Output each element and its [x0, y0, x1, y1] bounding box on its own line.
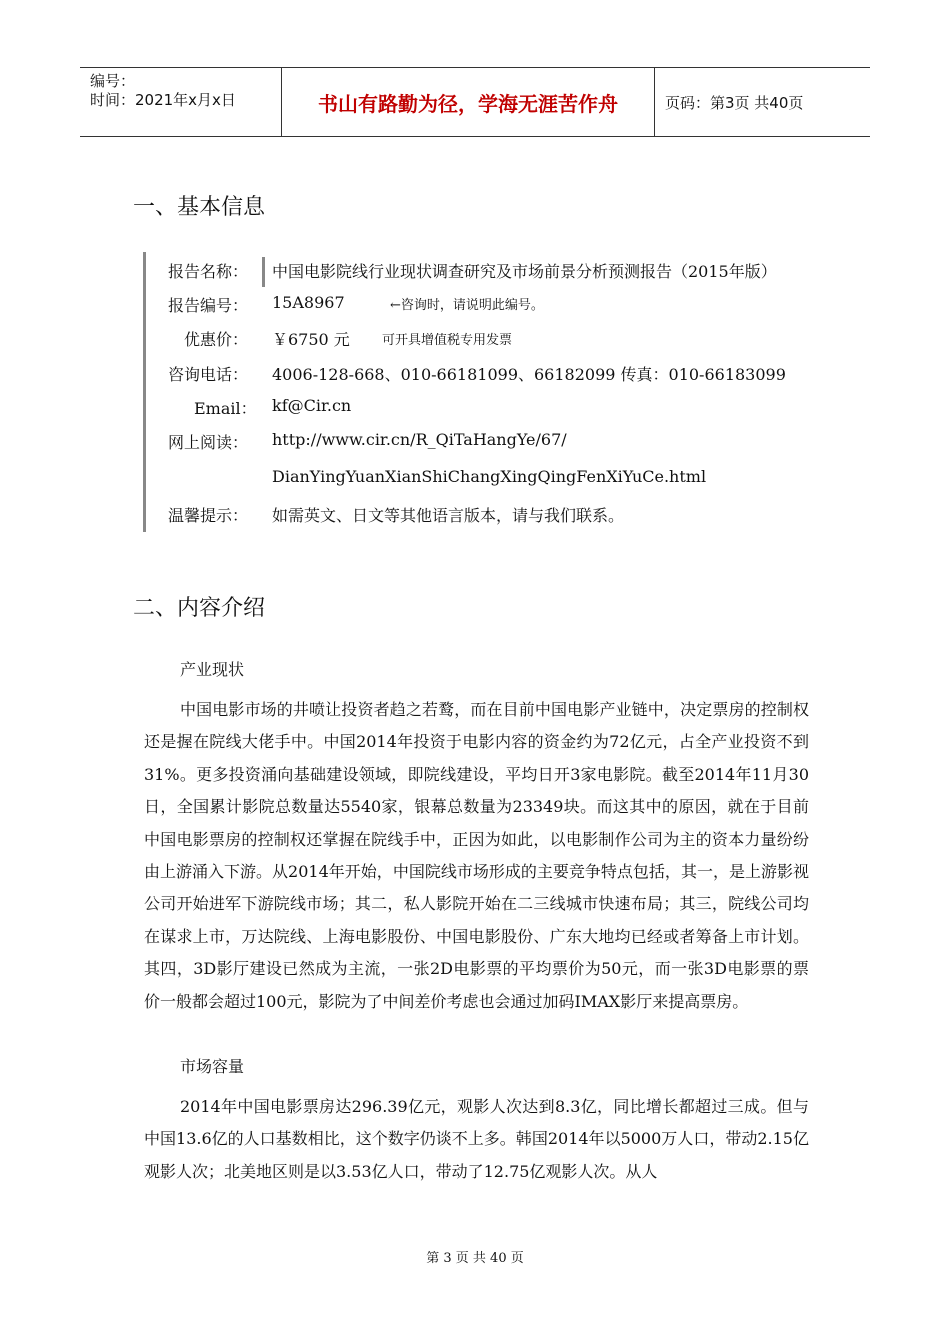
- report-code-value: 15A8967: [272, 293, 345, 312]
- page-header: [80, 67, 870, 137]
- web-label: 网上阅读：: [168, 433, 249, 452]
- price-label: 优惠价：: [184, 330, 249, 349]
- price-value: ￥6750 元: [272, 330, 350, 349]
- basic-info-block: [143, 252, 826, 532]
- report-code-note: ←咨询时，请说明此编号。: [390, 298, 544, 313]
- page-footer: 第 3 页 共 40 页: [426, 1251, 524, 1266]
- subheading-industry-status: 产业现状: [180, 660, 245, 679]
- paragraph-industry-status: 中国电影市场的井喷让投资者趋之若鹜，而在目前中国电影产业链中，决定票房的控制权还是握在院线大佬手中。中国2014年投资于电影内容的资金约为72亿元，占全产业投资不到31%。更多投资涌向基础建设领域，即院线建设，平均日开3家电影院。截至2014年11月30日，全国累计影院总数量达5540家，银幕总数量为23349块。而这其中的原因，就在于目前中国电影票房的控制权还掌握在院线手中，正因为如此，以电影制作公司为主的资本力量纷纷由上游涌入下游。从2014年开始，中国院线市场形成的主要竞争特点包括，其一，是上游影视公司开始进军下游院线市场；其二，私人影院开始在二三线城市快速布局；其三，院线公司均在谋求上市，万达院线、上海电影股份、中国电影股份、广东大地均已经或者筹备上市计划。其四，3D影厅建设已然成为主流，一张2D电影票的平均票价为50元，而一张3D电影票的票价一般都会超过100元，影院为了中间差价考虑也会通过加码IMAX影厅来提高票房。: [144, 700, 809, 1011]
- price-note: 可开具增值税专用发票: [382, 333, 513, 348]
- report-code-label: 报告编号：: [168, 296, 249, 315]
- email-label: Email：: [194, 399, 257, 418]
- header-time-label: 时间：2021年x月x日: [90, 91, 236, 109]
- report-name-label: 报告名称：: [168, 262, 249, 281]
- tip-label: 温馨提示：: [168, 506, 249, 525]
- web-link-part2[interactable]: DianYingYuanXianShiChangXingQingFenXiYuCe.html: [272, 467, 707, 486]
- section-title-content: 二、内容介绍: [133, 596, 266, 621]
- header-page-info: 页码：第3页 共40页: [665, 93, 804, 112]
- header-number-label: 编号：: [90, 72, 136, 90]
- phone-value: 4006-128-668、010-66181099、66182099 传真：010-66183099: [272, 365, 786, 384]
- section-title-basic-info: 一、基本信息: [133, 195, 266, 220]
- web-link-part1[interactable]: http://www.cir.cn/R_QiTaHangYe/67/: [272, 430, 567, 449]
- phone-label: 咨询电话：: [168, 365, 249, 384]
- header-meta: [80, 68, 280, 136]
- report-name-value: 中国电影院线行业现状调查研究及市场前景分析预测报告（2015年版）: [272, 262, 777, 281]
- title-divider: [262, 257, 265, 287]
- paragraph-market-capacity: 2014年中国电影票房达296.39亿元，观影人次达到8.3亿，同比增长都超过三成。但与中国13.6亿的人口基数相比，这个数字仍谈不上多。韩国2014年以5000万人口，带动2.15亿观影人次；北美地区则是以3.53亿人口，带动了12.75亿观影人次。从人: [144, 1097, 809, 1181]
- subheading-market-capacity: 市场容量: [180, 1057, 245, 1076]
- tip-value: 如需英文、日文等其他语言版本，请与我们联系。: [272, 506, 625, 525]
- header-motto: 书山有路勤为径，学海无涯苦作舟: [281, 68, 655, 136]
- email-link[interactable]: kf@Cir.cn: [272, 396, 352, 415]
